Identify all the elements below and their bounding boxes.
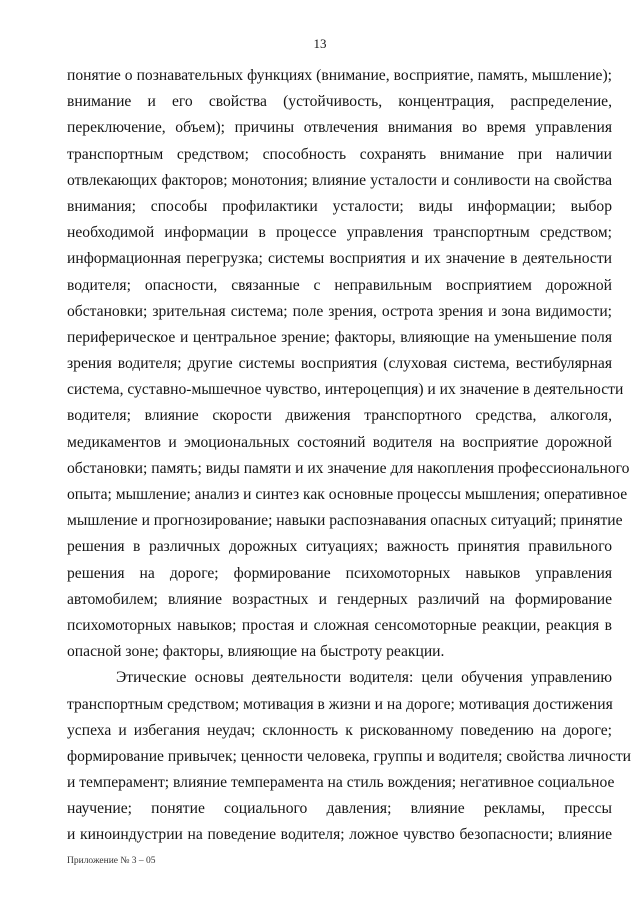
- text-line: переключение, объем); причины отвлечения внимания во время управления: [67, 119, 612, 137]
- text-line: обстановки; зрительная система; поле зрения, острота зрения и зона видимости;: [67, 302, 612, 320]
- text-line: научение; понятие социального давления; влияние рекламы, прессы: [67, 800, 612, 818]
- text-line: автомобилем; влияние возрастных и гендерных различий на формирование: [67, 590, 612, 608]
- text-line: и темперамент; влияние темперамента на стиль вождения; негативное социальное: [67, 774, 615, 792]
- text-line: и киноиндустрии на поведение водителя; ложное чувство безопасности; влияние: [67, 826, 612, 844]
- text-line: медикаментов и эмоциональных состояний водителя на восприятие дорожной: [67, 433, 612, 451]
- page-number: 13: [313, 36, 327, 51]
- text-line: транспортным средством; способность сохранять внимание при наличии: [67, 145, 612, 163]
- text-line: Этические основы деятельности водителя: цели обучения управлению: [116, 669, 612, 687]
- text-line: успеха и избегания неудач; склонность к рискованному поведению на дороге;: [67, 721, 612, 739]
- text-line: обстановки; память; виды памяти и их значение для накопления профессионального: [67, 459, 630, 477]
- text-line: периферическое и центральное зрение; факторы, влияющие на уменьшение поля: [67, 328, 612, 346]
- text-line: система, суставно-мышечное чувство, интероцепция) и их значение в деятельности: [67, 381, 624, 399]
- paragraph-2: [67, 665, 631, 848]
- text-line: понятие о познавательных функциях (внимание, восприятие, память, мышление);: [67, 67, 612, 84]
- text-line: зрения водителя; другие системы восприятия (слуховая система, вестибулярная: [67, 355, 612, 373]
- text-line: решения на дороге; формирование психомоторных навыков управления: [67, 564, 612, 582]
- text-line: формирование привычек; ценности человека, группы и водителя; свойства личности: [67, 747, 631, 765]
- text-line: информационная перегрузка; системы восприятия и их значение в деятельности: [67, 250, 612, 268]
- text-line: решения в различных дорожных ситуациях; важность принятия правильного: [67, 538, 612, 556]
- text-line: психомоторных навыков; простая и сложная сенсомоторные реакции, реакция в: [67, 616, 612, 634]
- paragraph-1: [67, 63, 630, 665]
- text-line: внимания; способы профилактики усталости; виды информации; выбор: [67, 197, 612, 215]
- text-line: внимание и его свойства (устойчивость, концентрация, распределение,: [67, 93, 612, 111]
- text-line: водителя; опасности, связанные с неправильным восприятием дорожной: [67, 276, 612, 294]
- text-line: мышление и прогнозирование; навыки распознавания опасных ситуаций; принятие: [67, 512, 623, 530]
- text-line: отвлекающих факторов; монотония; влияние усталости и сонливости на свойства: [67, 171, 612, 189]
- text-line: опыта; мышление; анализ и синтез как основные процессы мышления; оперативное: [67, 486, 628, 503]
- text-line: опасной зоне; факторы, влияющие на быстроту реакции.: [67, 643, 445, 661]
- text-line: водителя; влияние скорости движения транспортного средства, алкоголя,: [67, 407, 612, 425]
- text-line: транспортным средством; мотивация в жизни и на дороге; мотивация достижения: [67, 695, 613, 713]
- document-body: [67, 63, 631, 849]
- text-line: необходимой информации в процессе управления транспортным средством;: [67, 224, 612, 242]
- footer-annotation: Приложение № 3 – 05: [67, 856, 156, 866]
